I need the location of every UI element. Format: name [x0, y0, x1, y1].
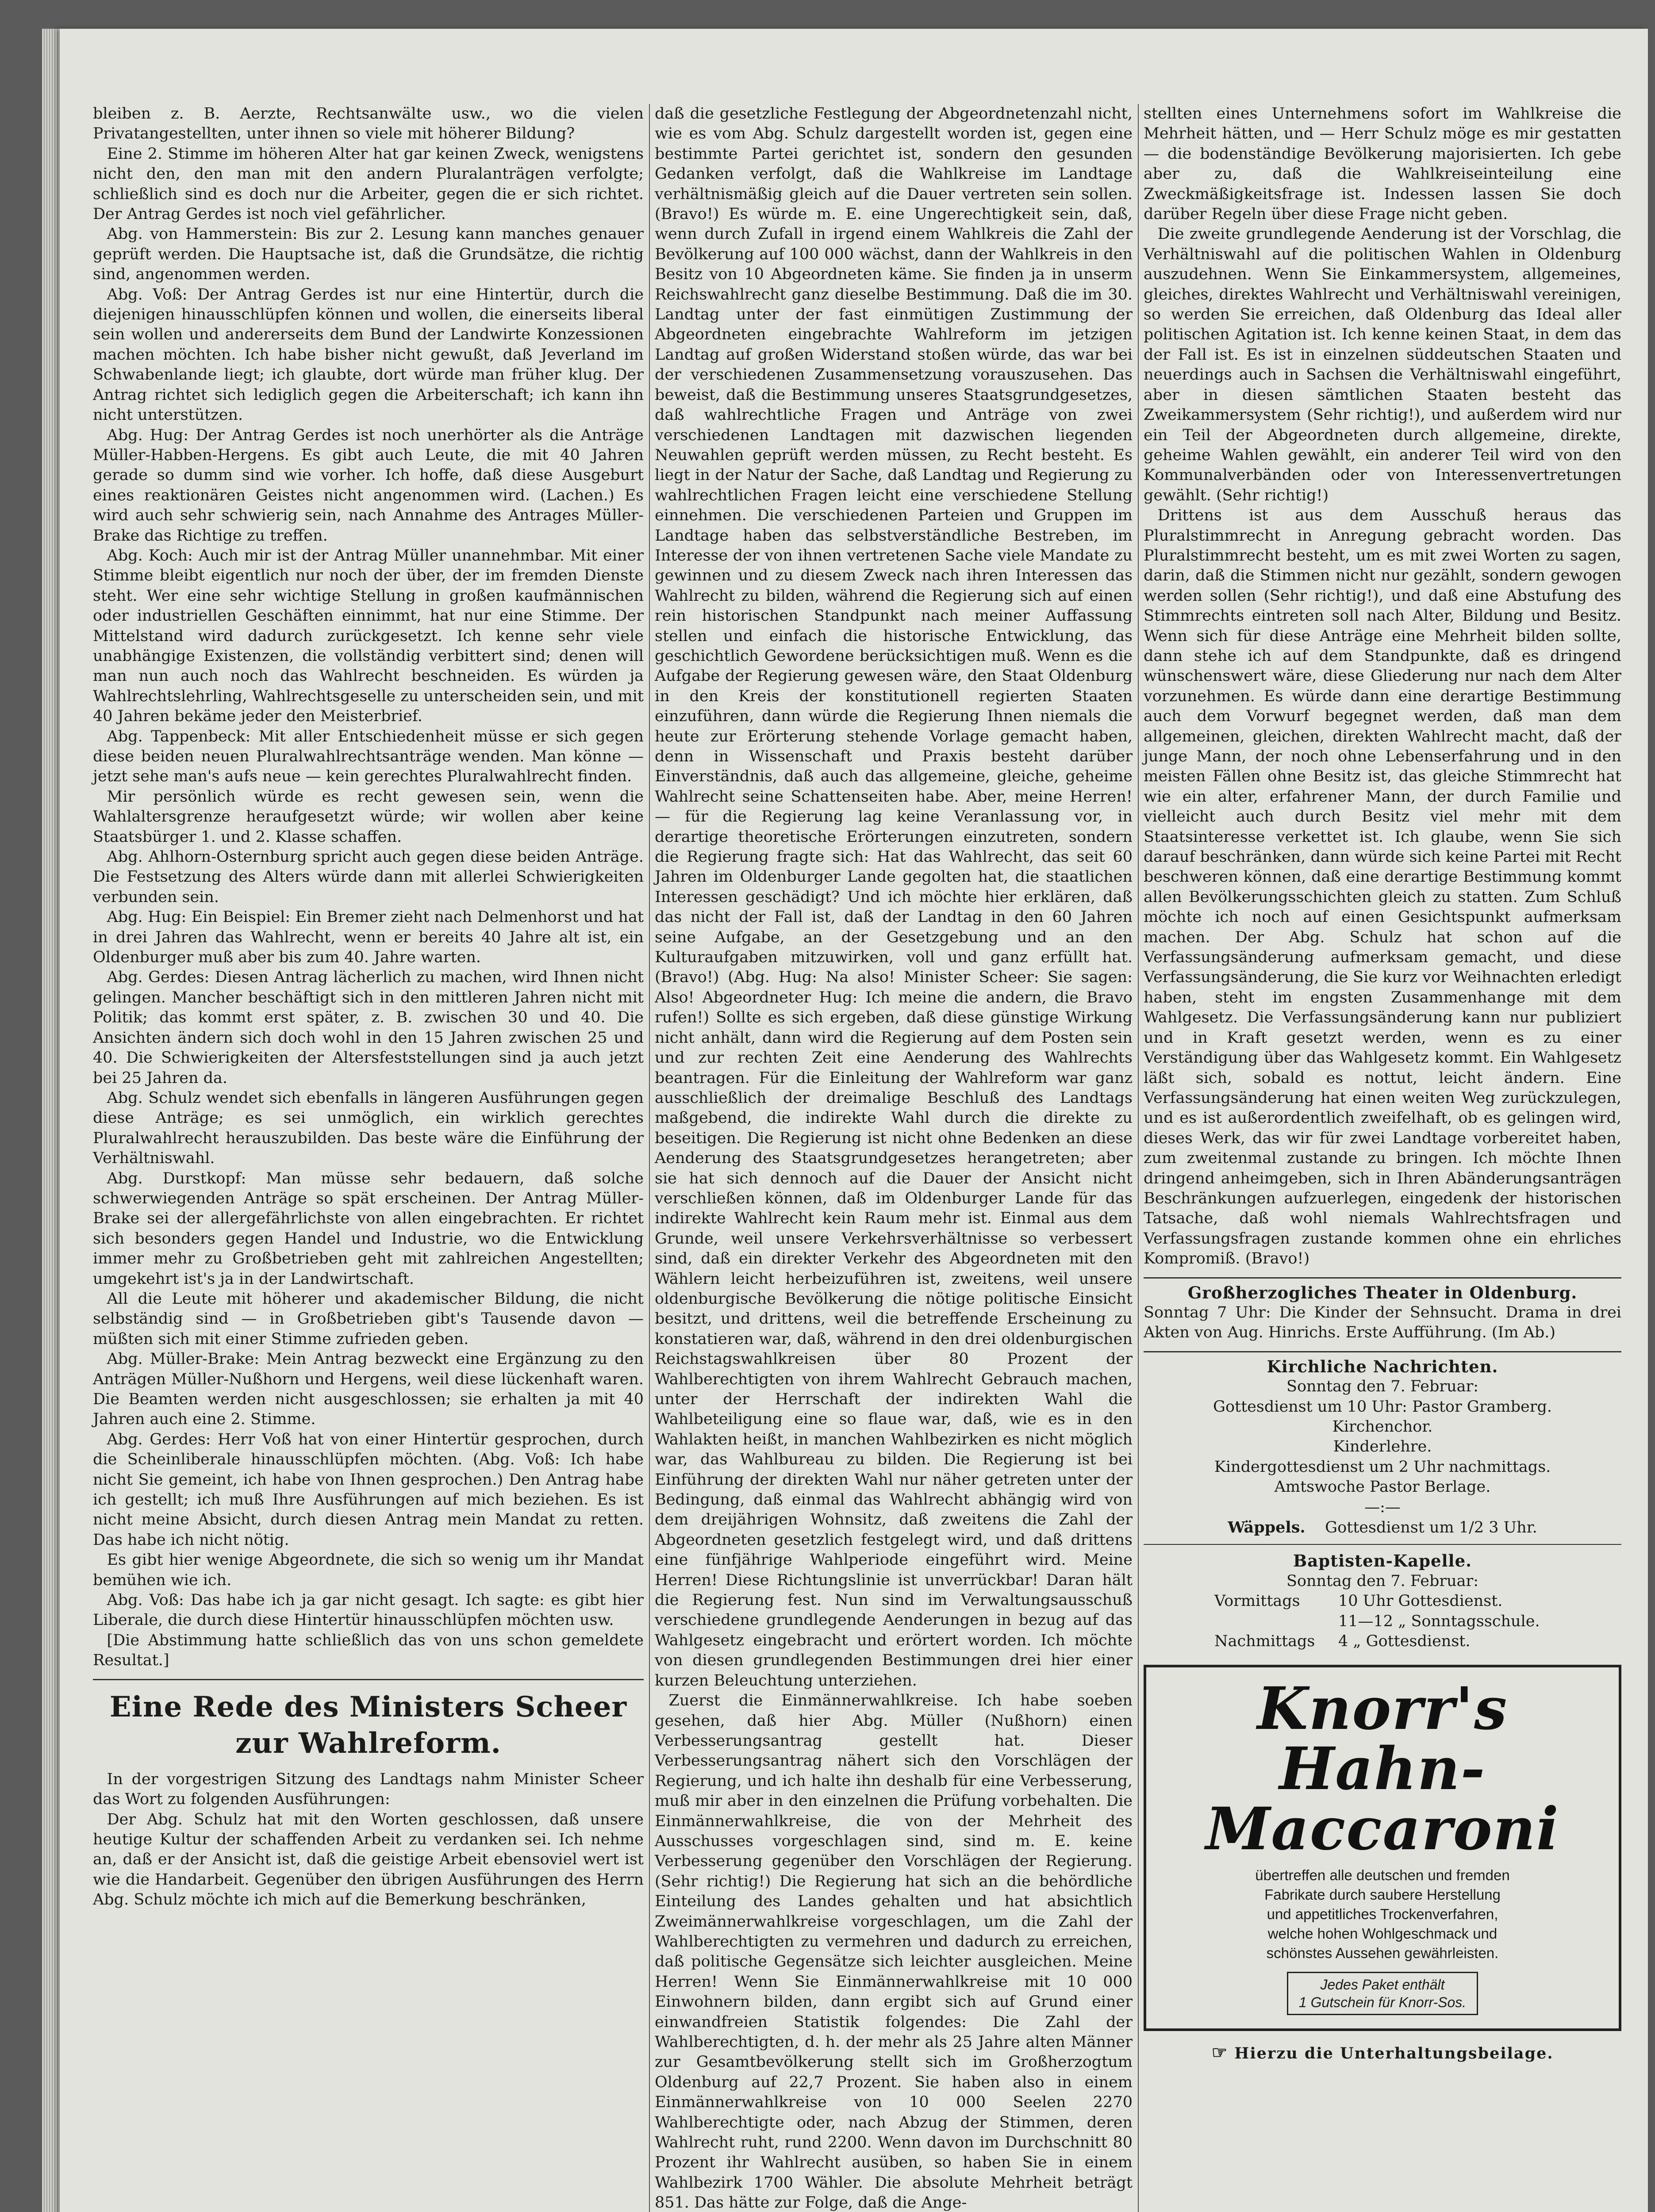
supplement-text: Hierzu die Unterhaltungsbeilage. [1234, 2044, 1554, 2063]
article-paragraph: Es gibt hier wenige Abgeordnete, die sich so wenig um ihr Mandat bemühen wie ich. [93, 1551, 644, 1589]
baptist-row [1144, 1612, 1621, 1632]
ad-copy-line: übertreffen alle deutschen und fremden [1255, 1867, 1510, 1884]
church-title: Kirchliche Nachrichten. [1267, 1356, 1498, 1376]
article-paragraph: Abg. Ahlhorn-Osternburg spricht auch gegen diese beiden Anträge. Die Festsetzung des Alters würde dann mit allerlei Schwierigkeiten verbunden sein. [93, 848, 644, 906]
ad-copy [1155, 1866, 1610, 1963]
ad-copy-line: Fabrikate durch saubere Herstellung [1264, 1886, 1501, 1903]
baptist-date: Sonntag den 7. Februar: [1286, 1572, 1479, 1590]
article-paragraph: Abg. Voß: Das habe ich ja gar nicht gesagt. Ich sagte: es gibt hier Liberale, die durch diese Hintertür hinausschlüpfen möchten usw. [93, 1591, 644, 1629]
baptist-row-label [1214, 1612, 1338, 1632]
supplement-note [1144, 2043, 1621, 2063]
column-rule [1138, 104, 1139, 2212]
ad-copy-line: welche hohen Wohlgeschmack und [1267, 1925, 1498, 1942]
church-lesson: Kinderlehre. [1333, 1438, 1432, 1456]
baptist-row-text: 11—12 „ Sonntagsschule. [1338, 1612, 1540, 1630]
section-divider [1144, 1277, 1621, 1279]
ad-brand-line: Maccaroni [1206, 1795, 1559, 1864]
article-paragraph: [Die Abstimmung hatte schließlich das von uns schon gemeldete Resultat.] [93, 1631, 644, 1670]
section-divider [1144, 1544, 1621, 1545]
article-paragraph: Abg. Durstkopf: Man müsse sehr bedauern, daß solche schwerwiegenden Anträge so spät erscheinen. Der Antrag Müller-Brake sei der allergefährlichste von allen eingebrachten. Er richtet sich besonders gegen Handel und Industrie, wo die Entwicklung immer mehr zu Großbetrieben geht mit zahlreichen Angestellten; umgekehrt ist's ja in der Landwirtschaft. [93, 1169, 644, 1288]
article-paragraph: daß die gesetzliche Festlegung der Abgeordnetenzahl nicht, wie es vom Abg. Schulz dargestellt worden ist, gegen eine bestimmte Partei gerichtet ist, sondern den gesunden Gedanken verfolgt, daß die Wahlkreise im Landtage verhältnismäßig gleich auf die Dauer vertreten sein sollen. (Bravo!) Es würde m. E. eine Ungerechtigkeit sein, daß, wenn durch Zufall in irgend einem Wahlkreis die Zahl der Bevölkerung auf 100 000 wächst, dann der Wahlkreis in den Besitz von 10 Abgeordneten käme. Sie finden ja in unserm Reichswahlrecht ganz dieselbe Bestimmung. Daß die im 30. Landtag unter der fast einmütigen Zustimmung der Abgeordneten eingebrachte Wahlreform im jetzigen Landtag auf großen Widerstand stoßen würde, das war bei der verschiedenen Zusammensetzung vorauszusehen. Das beweist, daß die Bestimmung unseres Staatsgrundgesetzes, daß wahlrechtliche Fragen und Anträge von zwei verschiedenen Landtagen mit dazwischen liegenden Neuwahlen geprüft werden müssen, zu Recht besteht. Es liegt in der Natur der Sache, daß Landtag und Regierung zu wahlrechtlichen Fragen leicht eine verschiedene Stellung einnehmen. Die verschiedenen Parteien und Gruppen im Landtage haben das selbstverständliche Bestreben, im Interesse der von ihnen vertretenen Sache viele Mandate zu gewinnen und zu diesem Zweck nach ihren Interessen das Wahlrecht zu bilden, während die Regierung sich auf einen rein historischen Standpunkt nach meiner Auffassung stellen und einfach die historische Entwicklung, das geschichtlich Gewordene berücksichtigen muß. Wenn es die Aufgabe der Regierung gewesen wäre, den Staat Oldenburg in den Kreis der konstitutionell regierten Staaten einzuführen, dann würde die Regierung Ihnen niemals die heute zur Erörterung stehende Vorlage gemacht haben, denn in Wissenschaft und Praxis besteht darüber Einverständnis, daß auch das allgemeine, gleiche, geheime Wahlrecht seine Schattenseiten habe. Aber, meine Herren! — für die Regierung lag keine Veranlassung vor, in derartige theoretische Erörterungen einzutreten, sondern die Regierung fragte sich: Hat das Wahlrecht, das seit 60 Jahren im Oldenburger Lande gegolten hat, die staatlichen Interessen geschädigt? Und ich möchte hier erklären, daß das nicht der Fall ist, daß der Landtag in den 60 Jahren seine Aufgabe, an der Gesetzgebung und an den Kulturaufgaben mitzuwirken, voll und ganz erfüllt hat. (Bravo!) (Abg. Hug: Na also! Minister Scheer: Sie sagen: Also! Abgeordneter Hug: Ich meine die andern, die Bravo rufen!) Sollte es sich ergeben, daß diese günstige Wirkung nicht anhält, dann wird die Regierung auf dem Posten sein und zur rechten Zeit eine Aenderung des Wahlrechts beantragen. Für die Einleitung der Wahlreform war ganz ausschließlich der dreimalige Beschluß des Landtags maßgebend, die indirekte Wahl durch die direkte zu beseitigen. Die Regierung ist nicht ohne Bedenken an diese Aenderung des Staatsgrundgesetzes herangetreten; aber sie hat sich dennoch auf die Dauer der Ansicht nicht verschließen können, daß im Oldenburger Lande für das indirekte Wahlrecht kein Raum mehr ist. Einmal aus dem Grunde, weil unsere Verkehrsverhältnisse so verbessert sind, daß ein direkter Verkehr des Abgeordneten mit den Wählern leicht herbeizuführen ist, zweitens, weil unsere oldenburgische Bevölkerung die nötige politische Einsicht besitzt, und drittens, weil die betreffende Erscheinung zu konstatieren war, daß, während in den drei oldenburgischen Reichstagswahlkreisen über 80 Prozent der Wahlberechtigten von ihrem Wahlrecht Gebrauch machen, unter der Herrschaft der indirekten Wahl die Wahlbeteiligung eine so flaue war, daß, wie es in den Wahlakten heißt, in manchen Wahlbezirken es nicht möglich war, das Wahlbureau zu bilden. Die Regierung ist bei Einführung der direkten Wahl nur näher getreten unter der Bedingung, daß einmal das Wahlrecht abhängig wird von dem dreijährigen Wohnsitz, daß zweitens die Zahl der Abgeordneten gesetzlich festgelegt wird, und daß drittens eine fünfjährige Wahlperiode eingeführt wird. Meine Herren! Diese Richtungslinie ist unverrückbar! Daran hält die Regierung fest. Nun sind im Verwaltungsausschuß verschiedene grundlegende Aenderungen in bezug auf das Wahlgesetz eingebracht und erörtert worden. Ich möchte von diesen grundlegenden Bestimmungen drei hier einer kurzen Beleuchtung unterziehen. [655, 105, 1133, 1690]
knorr-advertisement [1144, 1665, 1621, 2031]
column-2 [655, 104, 1133, 2212]
ad-coupon-line: Jedes Paket enthält [1320, 1977, 1445, 1993]
article-paragraph: Die zweite grundlegende Aenderung ist der Vorschlag, die Verhältniswahl auf die politischen Wahlen in Oldenburg auszudehnen. Wenn Sie Einkammersystem, allgemeines, gleiches, direktes Wahlrecht und Verhältniswahl vereinigen, so werden Sie erreichen, daß Oldenburg das Ideal aller politischen Agitation ist. Ich kenne keinen Staat, in dem das der Fall ist. Es ist in einzelnen süddeutschen Staaten und neuerdings auch in Sachsen die Verhältniswahl eingeführt, aber in diesen sämtlichen Staaten besteht das Zweikammersystem (Sehr richtig!), und außerdem wird nur ein Teil der Abgeordneten durch allgemeine, direkte, geheime Wahlen gewählt, ein anderer Teil wird von den Kommunalverbänden oder von Interessenvertretungen gewählt. (Sehr richtig!) [1144, 225, 1621, 504]
article-paragraph: All die Leute mit höherer und akademischer Bildung, die nicht selbständig sind — in Großbetrieben gibt's Tausende davon — müßten sich mit einer Stimme zufrieden geben. [93, 1290, 644, 1348]
article-paragraph: Eine 2. Stimme im höheren Alter hat gar keinen Zweck, wenigstens nicht den, den man mit den andern Pluralanträgen verfolgte; schließlich sind es doch nur die Arbeiter, gegen die er sich richtet. Der Antrag Gerdes ist noch viel gefährlicher. [93, 145, 644, 223]
article-paragraph: Mir persönlich würde es recht gewesen sein, wenn die Wahlaltersgrenze heraufgesetzt würde; wir wollen aber keine Staatsbürger 1. und 2. Klasse schaffen. [93, 787, 644, 846]
pointing-hand-icon: ☞ [1211, 2042, 1229, 2063]
baptist-row-text: 4 „ Gottesdienst. [1338, 1632, 1471, 1651]
baptist-row [1144, 1632, 1621, 1651]
ad-brand-line: Hahn- [1279, 1735, 1486, 1804]
baptist-title: Baptisten-Kapelle. [1293, 1551, 1472, 1571]
page-edge-stack [42, 29, 62, 2212]
article-paragraph: Abg. Müller-Brake: Mein Antrag bezweckt eine Ergänzung zu den Anträgen Müller-Nußhorn und Hergens, weil diese lückenhaft waren. Die Beamten werden nicht ausgeschlossen; sie erhalten ja mit 40 Jahren auch eine 2. Stimme. [93, 1350, 644, 1429]
waeppels-line [1144, 1517, 1621, 1538]
theater-notice: Sonntag 7 Uhr: Die Kinder der Sehnsucht. Drama in drei Akten von Aug. Hinrichs. Erste Aufführung. (Im Ab.) [1144, 1303, 1621, 1342]
theater-title: Großherzogliches Theater in Oldenburg. [1187, 1283, 1578, 1302]
article-paragraph: Der Abg. Schulz hat mit den Worten geschlossen, daß unsere heutige Kultur der schaffenden Arbeit zu verdanken sei. Ich nehme an, daß er der Ansicht ist, daß die geistige Arbeit ebensoviel wert ist wie die Handarbeit. Gegenüber den übrigen Ausführungen des Herrn Abg. Schulz möchte ich mich auf die Bemerkung beschränken, [93, 1810, 644, 1909]
church-service: Gottesdienst um 10 Uhr: Pastor Gramberg. [1213, 1398, 1552, 1416]
church-kids: Kindergottesdienst um 2 Uhr nachmittags. [1214, 1458, 1551, 1476]
section-divider [1144, 1351, 1621, 1352]
waeppels-text: Gottesdienst um 1/2 3 Uhr. [1325, 1519, 1537, 1537]
baptist-row-label: Vormittags [1214, 1592, 1300, 1610]
ad-coupon-line: 1 Gutschein für Knorr-Sos. [1298, 1994, 1467, 2011]
ad-coupon-box [1287, 1972, 1478, 2015]
article-paragraph: Abg. Hug: Der Antrag Gerdes ist noch unerhörter als die Anträge Müller-Habben-Hergens. Es gibt auch Leute, die mit 40 Jahren gerade so dumm sind wie vorher. Ich hoffe, daß diese Ausgeburt eines reaktionären Geistes nicht angenommen wird. (Lachen.) Es wird auch sehr schwierig sein, nach Annahme des Antrages Müller-Brake das Richtige zu treffen. [93, 426, 644, 545]
article-paragraph: Abg. Schulz wendet sich ebenfalls in längeren Ausführungen gegen diese Anträge; es sei unmöglich, ein wirklich gerechtes Pluralwahlrecht herauszubilden. Das beste wäre die Einführung der Verhältniswahl. [93, 1089, 644, 1167]
article-paragraph: bleiben z. B. Aerzte, Rechtsanwälte usw., wo die vielen Privatangestellten, unter ihnen so viele mit höherer Bildung? [93, 105, 644, 143]
article-paragraph: Abg. Tappenbeck: Mit aller Entschiedenheit müsse er sich gegen diese beiden neuen Pluralwahlrechtsanträge wenden. Man könne — jetzt sehe man's aufs neue — kein gerechtes Pluralwahlrecht finden. [93, 727, 644, 786]
article-paragraph: Abg. Gerdes: Herr Voß hat von einer Hintertür gesprochen, durch die Scheinliberale hinausschlüpfen möchten. (Abg. Voß: Ich habe nicht Sie gemeint, ich habe von Ihnen gesprochen.) Den Antrag habe ich gestellt; ich muß Ihre Ausführungen auf mich beziehen. Es ist nicht meine Absicht, durch diesen Antrag mein Mandat zu retten. Das habe ich nicht nötig. [93, 1430, 644, 1549]
article-paragraph: Abg. Hug: Ein Beispiel: Ein Bremer zieht nach Delmenhorst und hat in drei Jahren das Wahlrecht, wenn er bereits 40 Jahre alt ist, ein Oldenburger muß aber bis zum 40. Jahre warten. [93, 908, 644, 967]
waeppels-place: Wäppels. [1228, 1518, 1306, 1537]
church-date: Sonntag den 7. Februar: [1286, 1378, 1479, 1396]
article-paragraph: Abg. Gerdes: Diesen Antrag lächerlich zu machen, wird Ihnen nicht gelingen. Mancher beschäftigt sich in den mittleren Jahren nicht mit Politik; das kommt erst später, z. B. zwischen 30 und 40. Die Ansichten ändern sich doch wohl in den 15 Jahren zwischen 25 und 40. Die Schwierigkeiten der Altersfeststellungen sind ja auch jetzt bei 25 Jahren da. [93, 968, 644, 1087]
column-rule [649, 104, 650, 2212]
column-1 [93, 104, 644, 1910]
baptist-row-text: 10 Uhr Gottesdienst. [1338, 1592, 1503, 1610]
ad-brand-line: Knorr's [1257, 1674, 1508, 1743]
church-separator: —:— [1364, 1498, 1401, 1516]
article-paragraph: Zuerst die Einmännerwahlkreise. Ich habe soeben gesehen, daß hier Abg. Müller (Nußhorn) einen Verbesserungsantrag gestellt hat. Dieser Verbesserungsantrag nähert sich den Vorschlägen der Regierung, und ich halte ihn deshalb für eine Verbesserung, muß mir aber in den einzelnen die Prüfung vorbehalten. Die Einmännerwahlkreise, die von der Mehrheit des Ausschusses vorgeschlagen sind, sind m. E. keine Verbesserung gegenüber den Vorschlägen der Regierung. (Sehr richtig!) Die Regierung hat sich an die behördliche Einteilung des Landes gehalten und hat absichtlich Zweimännerwahlkreise vorgeschlagen, um die Zahl der Wahlberechtigten zu vermehren und dadurch zu erreichen, daß politische Gegensätze sich leichter ausgleichen. Meine Herren! Wenn Sie Einmännerwahlkreise mit 10 000 Einwohnern bilden, dann ergibt sich auf Grund einer einwandfreien Statistik folgendes: Die Zahl der Wahlberechtigten, d. h. der mehr als 25 Jahre alten Männer zur Gesamtbevölkerung stellt sich im Großherzogtum Oldenburg auf 22,7 Prozent. Sie haben also in einem Einmännerwahlkreise von 10 000 Seelen 2270 Wahlberechtigte oder, nach Abzug der Stimmen, deren Wahlrecht ruht, rund 2200. Wenn davon im Durchschnitt 80 Prozent ihr Wahlrecht ausüben, so haben Sie in einem Wahlbezirk 1700 Wähler. Die absolute Mehrheit beträgt 851. Das hätte zur Folge, daß die Ange- [655, 1692, 1133, 2212]
article-paragraph: Abg. Koch: Auch mir ist der Antrag Müller unannehmbar. Mit einer Stimme bleibt eigentlich nur noch der über, der im fremden Dienste steht. Wer eine sehr wichtige Stellung in großen kaufmännischen oder industriellen Geschäften einnimmt, hat nur eine Stimme. Der Mittelstand wird dadurch zurückgesetzt. Ich kenne sehr viele unabhängige Existenzen, die vollständig verbittert sind; denen will man nun auch noch das Wahlrecht beschneiden. Es würden ja Wahlrechtslehrling, Wahlrechtsgeselle zu unterscheiden sein, und mit 40 Jahren bekäme jeder den Meisterbrief. [93, 546, 644, 726]
article-paragraph: In der vorgestrigen Sitzung des Landtags nahm Minister Scheer das Wort zu folgenden Ausführungen: [93, 1770, 644, 1809]
ad-copy-line: und appetitliches Trockenverfahren, [1267, 1906, 1498, 1923]
ad-copy-line: schönstes Aussehen gewährleisten. [1266, 1945, 1499, 1962]
column-3 [1144, 104, 1621, 2064]
section-divider [93, 1679, 644, 1680]
article-paragraph: Drittens ist aus dem Ausschuß heraus das Pluralstimmrecht in Anregung gebracht worden. Das Pluralstimmrecht besteht, um es mit zwei Worten zu sagen, darin, daß die Stimmen nicht nur gezählt, sondern gewogen werden sollen (Sehr richtig!), und daß eine Abstufung des Stimmrechts eintreten soll nach Alter, Bildung und Besitz. Wenn sich für diese Anträge eine Mehrheit bilden sollte, dann stehe ich auf dem Standpunkte, daß es dringend wünschenswert wäre, diese Gliederung nur nach dem Alter vorzunehmen. Es würde dann eine derartige Bestimmung auch dem Vorwurf begegnet werden, daß man dem allgemeinen, gleichen, direkten Wahlrecht macht, daß der junge Mann, der noch ohne Lebenserfahrung und in den meisten Fällen ohne Besitz ist, das gleiche Stimmrecht hat wie ein alter, erfahrener Mann, der durch Familie und vielleicht auch durch Besitz viel mehr mit dem Staatsinteresse verkettet ist. Ich glaube, wenn Sie sich darauf beschränken, dann würde sich keine Partei mit Recht beschweren können, daß eine derartige Bestimmung kommt allen Bevölkerungsschichten gleich zu statten. Zum Schluß möchte ich noch auf einen Gesichtspunkt aufmerksam machen. Der Abg. Schulz hat schon auf die Verfassungsänderung aufmerksam gemacht, und diese Verfassungsänderung, die Sie kurz vor Weihnachten erledigt haben, steht im engsten Zusammenhange mit dem Wahlgesetz. Die Verfassungsänderung kann nur publiziert und in Kraft gesetzt werden, wenn es zu einer Verständigung über das Wahlgesetz kommt. Ein Wahlgesetz läßt sich, sobald es nottut, leicht ändern. Eine Verfassungsänderung hat einen weiten Weg zurückzulegen, und es ist außerordentlich zweifelhaft, ob es gelingen wird, dieses Werk, das wir für zwei Landtage vorbereitet haben, zum zweitenmal zustande zu bringen. Ich möchte Ihnen dringend anheimgeben, sich in Ihren Abänderungsanträgen Beschränkungen aufzuerlegen, eingedenk der historischen Tatsache, daß wohl niemals Wahlrechtsfragen und Verfassungsfragen zustande kommen ohne ein ehrliches Kompromiß. (Bravo!) [1144, 507, 1621, 1268]
article-paragraph: stellten eines Unternehmens sofort im Wahlkreise die Mehrheit hätten, und — Herr Schulz möge es mir gestatten — die bodenständige Bevölkerung majorisierten. Ich gebe aber zu, daß die Wahlkreiseinteilung eine Zweckmäßigkeitsfrage ist. Indessen lassen Sie doch darüber Regeln über diese Frage nicht geben. [1144, 105, 1621, 223]
church-week: Amtswoche Pastor Berlage. [1274, 1478, 1491, 1496]
baptist-row-label: Nachmittags [1214, 1632, 1315, 1651]
article-headline: Eine Rede des Ministers Scheer zur Wahlreform. [109, 1690, 627, 1760]
article-paragraph: Abg. Voß: Der Antrag Gerdes ist nur eine Hintertür, durch die diejenigen hinausschlüpfen können und wollen, die einerseits liberal sein wollen und andererseits dem Bund der Landwirte Konzessionen machen möchten. Ich habe bisher nicht gewußt, daß Jeverland im Schwabenlande liegt; ich glaubte, dort würde man früher klug. Der Antrag richtet sich lediglich gegen die Arbeiterschaft; ich kann ihn nicht unterstützen. [93, 285, 644, 424]
article-paragraph: Abg. von Hammerstein: Bis zur 2. Lesung kann manches genauer geprüft werden. Die Hauptsache ist, daß die Grundsätze, die richtig sind, angenommen werden. [93, 225, 644, 284]
baptist-row [1144, 1591, 1621, 1611]
church-choir: Kirchenchor. [1332, 1418, 1433, 1436]
